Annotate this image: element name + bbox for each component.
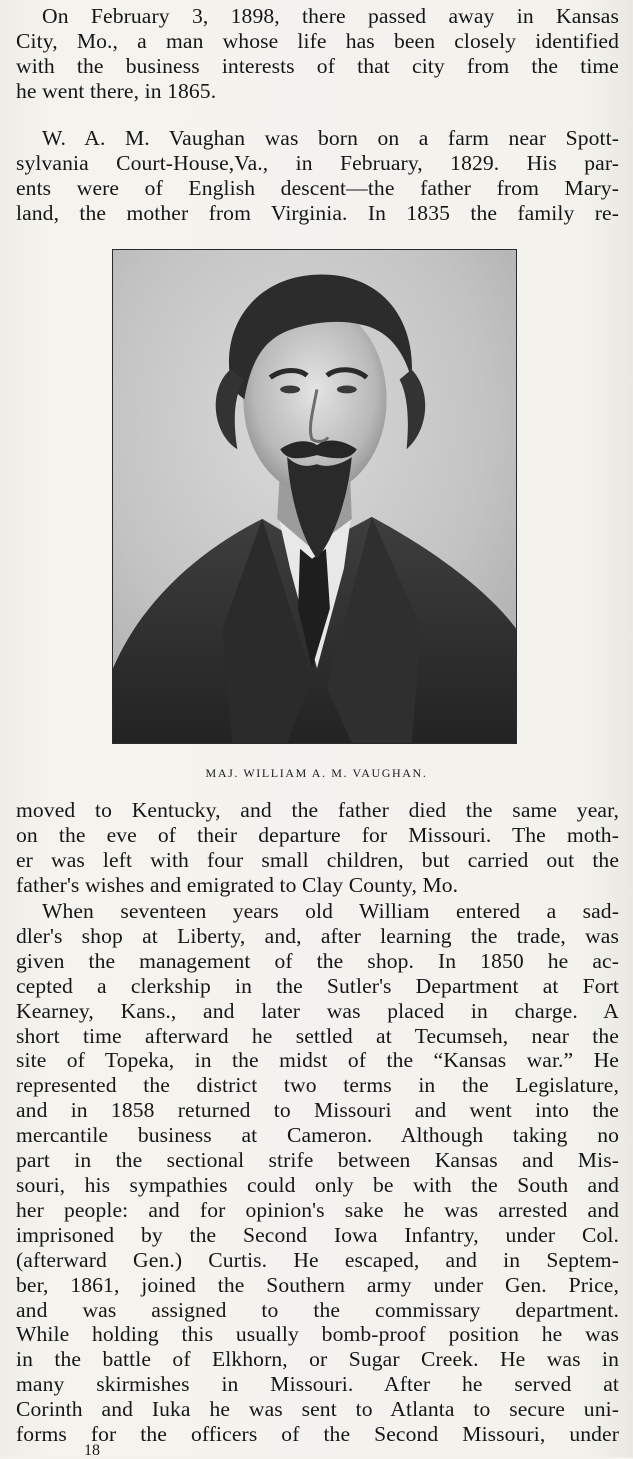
text-line: father's wishes and emigrated to Clay County, Mo. (16, 872, 459, 897)
text-line: cepted a clerkship in the Sutler's Department at Fort (16, 973, 619, 998)
text-line: souri, his sympathies could only be with the South and (16, 1172, 619, 1197)
text-line: and in 1858 returned to Missouri and went into the (16, 1098, 619, 1123)
text-line: many skirmishes in Missouri. After he served at (16, 1372, 619, 1397)
text-line: short time afterward he settled at Tecumseh, near the (16, 1023, 619, 1048)
text-line: sylvania Court-House,Va., in February, 1829. His par- (16, 150, 619, 175)
text-line: her people: and for opinion's sake he was arrested and (16, 1197, 619, 1222)
photo-caption: MAJ. WILLIAM A. M. VAUGHAN. (205, 766, 428, 780)
text-line: ber, 1861, joined the Southern army under Gen. Price, (16, 1272, 619, 1297)
text-line: forms for the officers of the Second Missouri, under (16, 1422, 619, 1447)
paragraph-obituary-intro (16, 4, 619, 104)
portrait-photograph-image (113, 250, 516, 743)
text-line: and was assigned to the commissary department. (16, 1297, 619, 1322)
text-line: represented the district two terms in the Legislature, (16, 1073, 619, 1098)
text-line: moved to Kentucky, and the father died the same year, (16, 798, 619, 822)
page-number: 18 (84, 1442, 100, 1459)
text-line: with the business interests of that city from the time (16, 53, 619, 78)
paragraph-career (16, 899, 619, 1447)
text-line: ents were of English descent—the father from Mary- (16, 175, 619, 200)
text-line: land, the mother from Virginia. In 1835 the family re- (16, 200, 619, 225)
text-line: City, Mo., a man whose life has been closely identified (16, 28, 619, 53)
text-line: Kearney, Kans., and later was placed in charge. A (16, 998, 619, 1023)
portrait-photograph (112, 249, 517, 744)
text-line: in the battle of Elkhorn, or Sugar Creek. He was in (16, 1347, 619, 1372)
text-line: mercantile business at Cameron. Although taking no (16, 1123, 619, 1148)
text-line: on the eve of their departure for Missouri. The moth- (16, 822, 619, 847)
text-line: On February 3, 1898, there passed away in Kansas (42, 4, 619, 28)
text-line: imprisoned by the Second Iowa Infantry, under Col. (16, 1222, 619, 1247)
text-line: he went there, in 1865. (16, 78, 217, 103)
text-line: dler's shop at Liberty, and, after learning the trade, was (16, 923, 619, 948)
text-line: given the management of the shop. In 1850 he ac- (16, 948, 619, 973)
text-line: When seventeen years old William entered a sad- (42, 899, 619, 923)
text-line: Corinth and Iuka he was sent to Atlanta to secure uni- (16, 1397, 619, 1422)
text-line: W. A. M. Vaughan was born on a farm near Spott- (42, 126, 619, 150)
text-line: While holding this usually bomb-proof position he was (16, 1322, 619, 1347)
text-line: (afterward Gen.) Curtis. He escaped, and in Septem- (16, 1247, 619, 1272)
text-line: er was left with four small children, but carried out the (16, 847, 619, 872)
paragraph-birth (16, 126, 619, 226)
paragraph-move-to-missouri (16, 798, 619, 898)
text-line: part in the sectional strife between Kansas and Mis- (16, 1148, 619, 1173)
text-line: site of Topeka, in the midst of the “Kansas war.” He (16, 1048, 619, 1073)
